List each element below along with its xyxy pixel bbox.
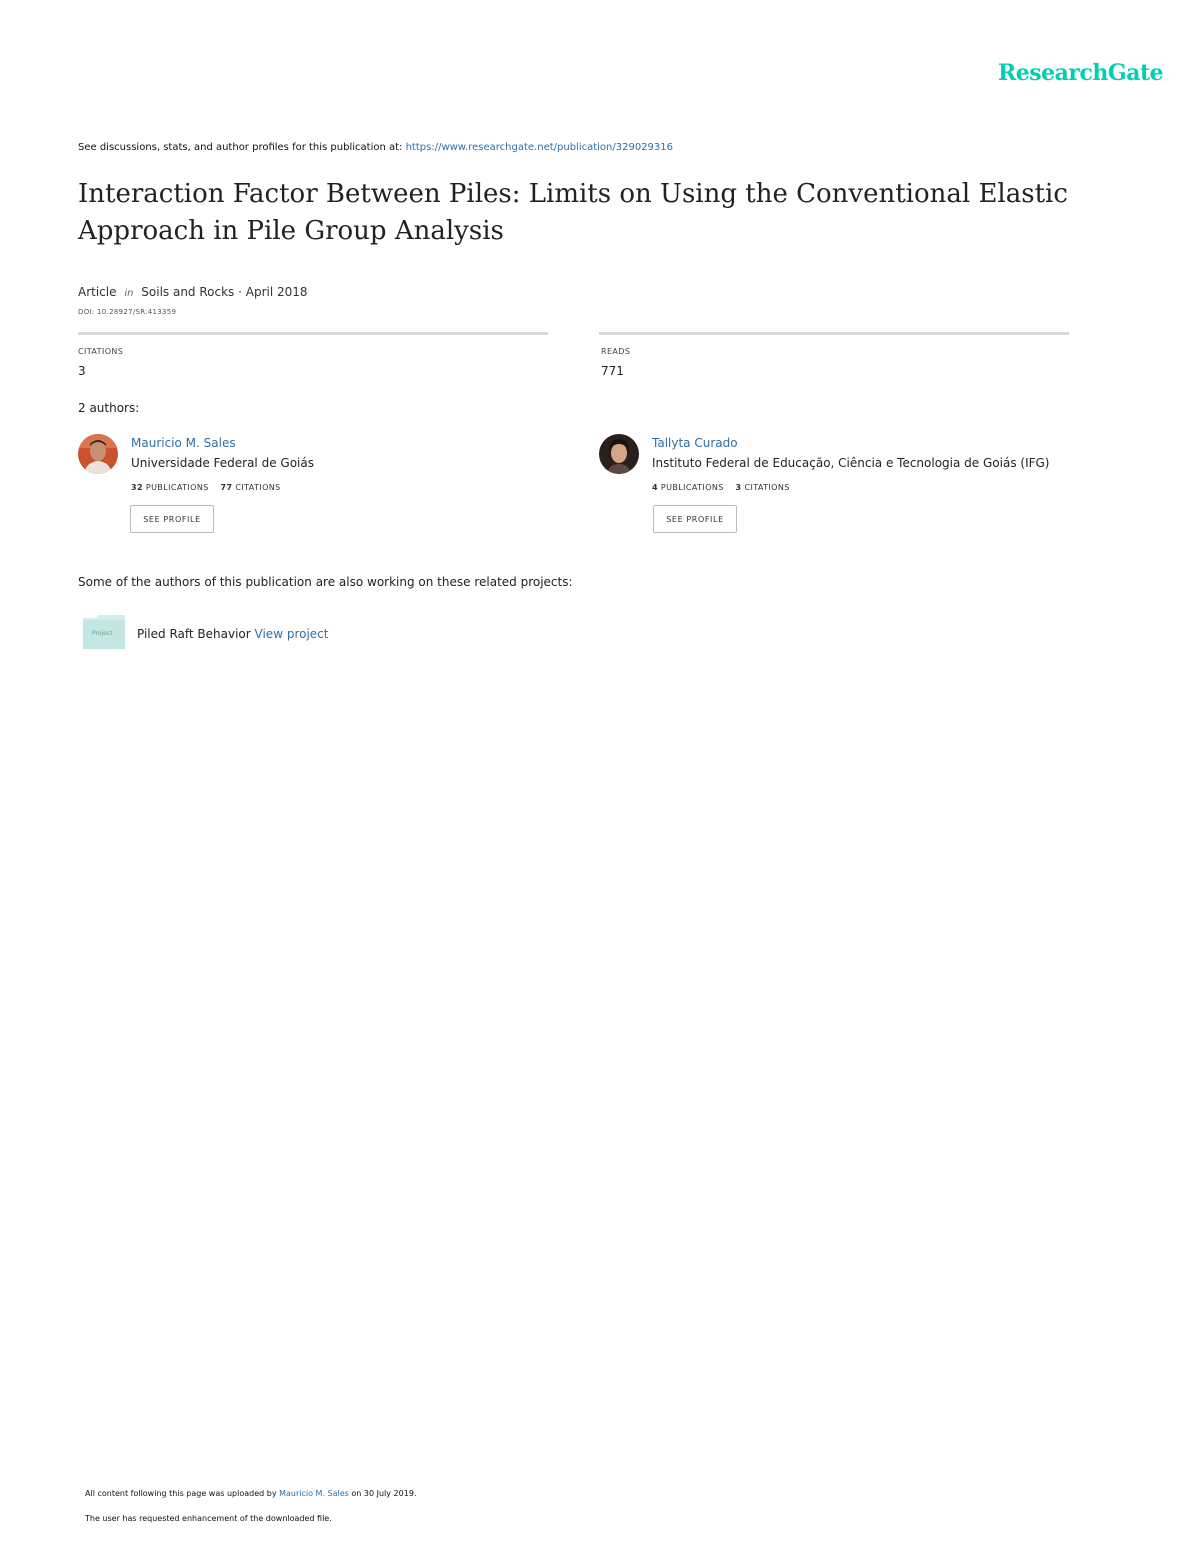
upload-suffix: on 30 July 2019. (351, 1489, 417, 1498)
reads-label: READS (601, 347, 631, 356)
author-stats-2 (652, 483, 790, 492)
project-item (137, 627, 328, 641)
view-project-link[interactable]: View project (254, 627, 329, 641)
discussion-link-line (78, 142, 673, 153)
author-publications-label-2: PUBLICATIONS (660, 483, 724, 492)
author-citations-count-1: 77 (220, 483, 233, 492)
journal-info: Soils and Rocks · April 2018 (141, 285, 308, 299)
reads-count: 771 (601, 364, 624, 378)
project-icon-label: Project (92, 630, 113, 637)
author-citations-label-2: CITATIONS (744, 483, 790, 492)
project-name: Piled Raft Behavior (137, 627, 251, 641)
author-name-2[interactable]: Tallyta Curado (652, 436, 738, 450)
uploader-link[interactable]: Mauricio M. Sales (279, 1489, 349, 1498)
divider-right (599, 332, 1069, 335)
article-type: Article (78, 285, 117, 299)
publication-url-link[interactable]: https://www.researchgate.net/publication/329029316 (405, 142, 674, 153)
in-label: in (124, 288, 134, 299)
citations-label: CITATIONS (78, 347, 124, 356)
author-publications-count-1: 32 (131, 483, 143, 492)
author-avatar-1[interactable] (78, 434, 118, 474)
authors-heading: 2 authors: (78, 401, 140, 415)
upload-note (85, 1489, 416, 1498)
author-stats-1 (131, 483, 281, 492)
project-folder-icon (82, 614, 126, 650)
article-meta (78, 285, 308, 299)
doi-text: DOI: 10.28927/SR.413359 (78, 308, 177, 316)
see-prefix: See discussions, stats, and author profiles for this publication at: (78, 142, 403, 153)
citations-count: 3 (78, 364, 86, 378)
enhancement-note: The user has requested enhancement of the downloaded file. (85, 1514, 332, 1523)
author-name-1[interactable]: Mauricio M. Sales (131, 436, 236, 450)
author-citations-count-2: 3 (735, 483, 742, 492)
author-citations-label-1: CITATIONS (235, 483, 281, 492)
article-title: Interaction Factor Between Piles: Limits on Using the Conventional Elastic Approach in Pile Group Analysis (78, 179, 1068, 246)
see-profile-button-1[interactable]: SEE PROFILE (130, 505, 214, 533)
upload-prefix: All content following this page was uploaded by (85, 1489, 277, 1498)
author-institution-1: Universidade Federal de Goiás (131, 456, 314, 470)
divider-left (78, 332, 548, 335)
author-publications-count-2: 4 (652, 483, 658, 492)
author-avatar-2[interactable] (599, 434, 639, 474)
see-profile-button-2[interactable]: SEE PROFILE (653, 505, 737, 533)
author-institution-2: Instituto Federal de Educação, Ciência e Tecnologia de Goiás (IFG) (652, 456, 1050, 470)
researchgate-logo[interactable]: ResearchGate (998, 60, 1164, 86)
author-publications-label-1: PUBLICATIONS (145, 483, 209, 492)
related-projects-heading: Some of the authors of this publication are also working on these related projects: (78, 575, 573, 589)
